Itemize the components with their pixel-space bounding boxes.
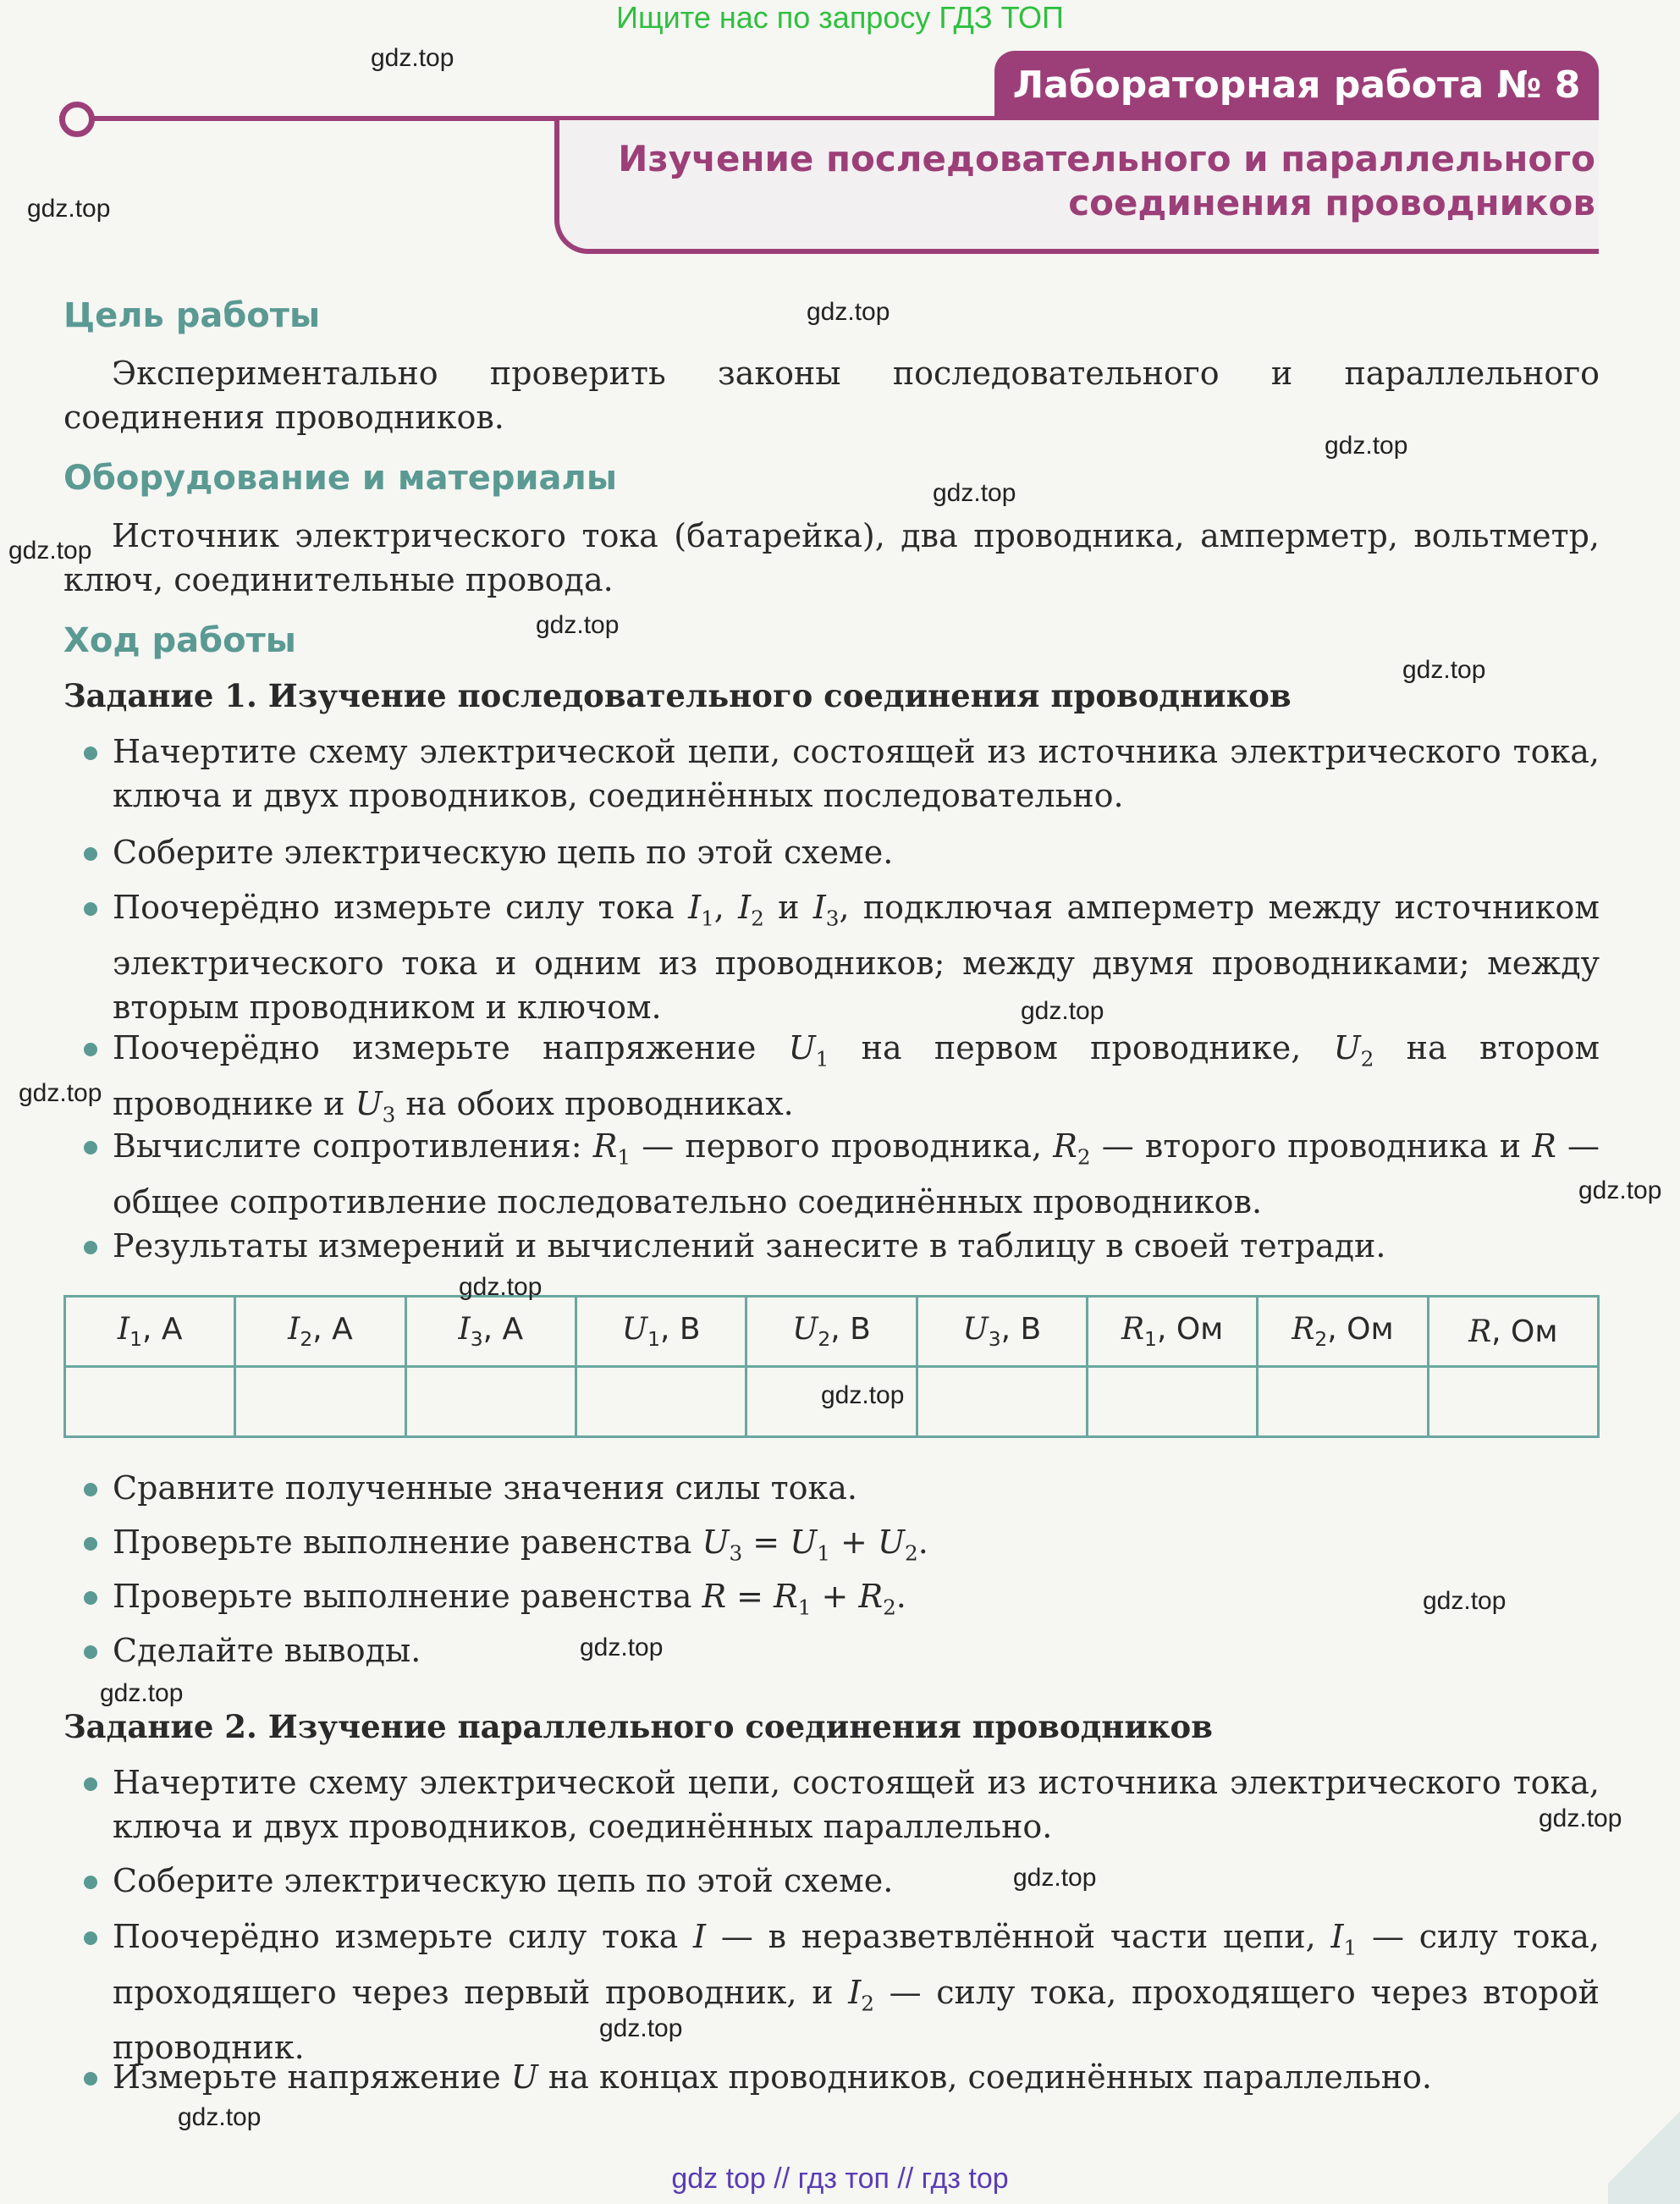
task2-bullet-4: Измерьте напряжение U на концах проводников, соединённых параллельно. (113, 2055, 1600, 2099)
task2-bullet-1: Начертите схему электрической цепи, состоящей из источника электрического тока, ключа и двух проводников, соединённых параллельно. (113, 1760, 1600, 1849)
watermark: gdz.top (459, 1273, 543, 1301)
table-cell (1258, 1367, 1428, 1437)
task1-bullet-7: Сравните полученные значения силы тока. (113, 1466, 1600, 1510)
watermark: gdz.top (1539, 1805, 1622, 1832)
task1-bullet-10: Сделайте выводы. (113, 1628, 1600, 1672)
task1-bullet-8: Проверьте выполнение равенства $U_3 = U_1 + U_2$. (113, 1520, 1600, 1576)
t1b9-text: Проверьте выполнение равенства (113, 1578, 702, 1615)
watermark: gdz.top (1021, 997, 1104, 1025)
task1-bullet-3: Поочерёдно измерьте силу тока $I_1$, $I_2$ и $I_3$, подключая амперметр между источником электрического тока и одним из проводников; между двумя проводниками; между вторым проводником и ключом. (113, 885, 1600, 1029)
task2-title: Задание 2. Изучение параллельного соединения проводников (63, 1708, 1213, 1745)
watermark: gdz.top (19, 1079, 102, 1107)
task1-bullet-2: Соберите электрическую цепь по этой схеме. (113, 830, 1600, 874)
table-cell (235, 1367, 405, 1437)
t2b3-a: Поочерёдно измерьте силу тока (113, 1918, 694, 1955)
table-cell (1428, 1367, 1598, 1437)
th-i1: $I_1$, А (65, 1297, 235, 1367)
task1-bullet-5: Вычислите сопротивления: $R_1$ — первого проводника, $R_2$ — второго проводника и R — общее сопротивление последовательно соединённых проводников. (113, 1124, 1600, 1224)
th-r2: $R_2$, Ом (1258, 1297, 1428, 1367)
watermark: gdz.top (807, 298, 890, 326)
equipment-heading: Оборудование и материалы (63, 459, 618, 498)
th-i3: $I_3$, А (405, 1297, 576, 1367)
results-table (63, 1295, 1600, 1438)
watermark: gdz.top (1325, 432, 1408, 460)
watermark: gdz.top (933, 479, 1016, 507)
watermark: gdz.top (371, 44, 454, 72)
t1b5-c: — второго проводника и (1090, 1127, 1533, 1165)
watermark: gdz.top (100, 1679, 184, 1707)
task1-title: Задание 1. Изучение последовательного соединения проводников (63, 677, 1292, 714)
table-cell (405, 1367, 576, 1437)
t1b4-c: на втором проводнике и (113, 1029, 1600, 1122)
goal-text: Экспериментально проверить законы последовательного и параллельного соединения проводников. (63, 355, 1600, 436)
header-rule-circle (59, 102, 95, 137)
watermark: gdz.top (1402, 656, 1486, 684)
watermark: gdz.top (8, 537, 92, 565)
watermark: gdz.top (599, 2014, 683, 2042)
table-header-row (65, 1297, 1599, 1367)
task1-bullet-9: Проверьте выполнение равенства $R = R_1 + R_2$. (113, 1574, 1600, 1630)
table-cell (576, 1367, 746, 1437)
th-r1: $R_1$, Ом (1087, 1297, 1257, 1367)
th-r: R, Ом (1428, 1297, 1598, 1367)
t2b3-c: — силу тока, проходящего через первый проводник, и (113, 1918, 1600, 2011)
watermark: gdz.top (1013, 1864, 1097, 1892)
t1b5-b: — первого проводника, (631, 1127, 1054, 1165)
th-u3: $U_3$, В (917, 1297, 1087, 1367)
watermark: gdz.top (821, 1381, 905, 1409)
t1b5-d: — общее сопротивление последовательно соединённых проводников. (113, 1127, 1600, 1220)
t1b5-a: Вычислите сопротивления: (113, 1127, 593, 1165)
task1-bullet-1: Начертите схему электрической цепи, состоящей из источника электрического тока, ключа и двух проводников, соединённых последовательно. (113, 730, 1600, 818)
table-cell (1087, 1367, 1257, 1437)
bottom-banner[interactable]: gdz top // гдз топ // гдз top (671, 2163, 1009, 2195)
equipment-text: Источник электрического тока (батарейка), два проводника, амперметр, вольтметр, ключ, соединительные провода. (63, 517, 1600, 598)
watermark: gdz.top (1578, 1176, 1662, 1204)
lab-subtitle-line1: Изучение последовательного и параллельного (618, 138, 1595, 179)
t1b4-d: на обоих проводниках. (395, 1084, 794, 1122)
procedure-heading: Ход работы (63, 621, 296, 660)
t2b4-b: на концах проводников, соединённых параллельно. (537, 2058, 1432, 2096)
watermark: gdz.top (27, 195, 111, 223)
goal-heading: Цель работы (63, 296, 321, 335)
watermark: gdz.top (536, 611, 620, 639)
lab-subtitle-line2: соединения проводников (1068, 182, 1595, 223)
t1b3-b: , подключая амперметр между источником электрического тока и одним из проводников; между двумя проводниками; между вторым проводником и ключом. (113, 889, 1600, 1026)
t1b4-b: на первом проводнике, (829, 1029, 1334, 1066)
table-cell (65, 1367, 235, 1437)
t2b3-b: — в неразветвлённой части цепи, (706, 1918, 1331, 1955)
t1b8-text: Проверьте выполнение равенства (113, 1524, 702, 1561)
task1-bullet-4: Поочерёдно измерьте напряжение $U_1$ на первом проводнике, $U_2$ на втором проводнике и $U_3$ на обоих проводниках. (113, 1026, 1600, 1137)
th-u1: $U_1$, В (576, 1297, 746, 1367)
watermark: gdz.top (580, 1634, 664, 1661)
watermark: gdz.top (1423, 1587, 1506, 1615)
watermark: gdz.top (178, 2103, 262, 2131)
task1-bullet-6: Результаты измерений и вычислений занесите в таблицу в своей тетради. (113, 1224, 1600, 1268)
th-i2: $I_2$, А (235, 1297, 405, 1367)
t2b3-d: — силу тока, проходящего через второй проводник. (113, 1973, 1600, 2067)
task2-bullet-3: Поочерёдно измерьте силу тока I — в неразветвлённой части цепи, $I_1$ — силу тока, проходящего через первый проводник, и $I_2$ — силу тока, проходящего через второй проводник. (113, 1915, 1600, 2069)
t1b4-a: Поочерёдно измерьте напряжение (113, 1029, 789, 1066)
t2b4-a: Измерьте напряжение (113, 2058, 511, 2096)
lab-subtitle (576, 137, 1595, 225)
top-banner[interactable]: Ищите нас по запросу ГДЗ ТОП (616, 0, 1064, 35)
table-cell (917, 1367, 1087, 1437)
task2-bullet-2: Соберите электрическую цепь по этой схеме. (113, 1859, 1600, 1903)
t1b3-a: Поочерёдно измерьте силу тока (113, 889, 689, 926)
th-u2: $U_2$, В (746, 1297, 917, 1367)
lab-title: Лабораторная работа № 8 (1012, 63, 1581, 107)
